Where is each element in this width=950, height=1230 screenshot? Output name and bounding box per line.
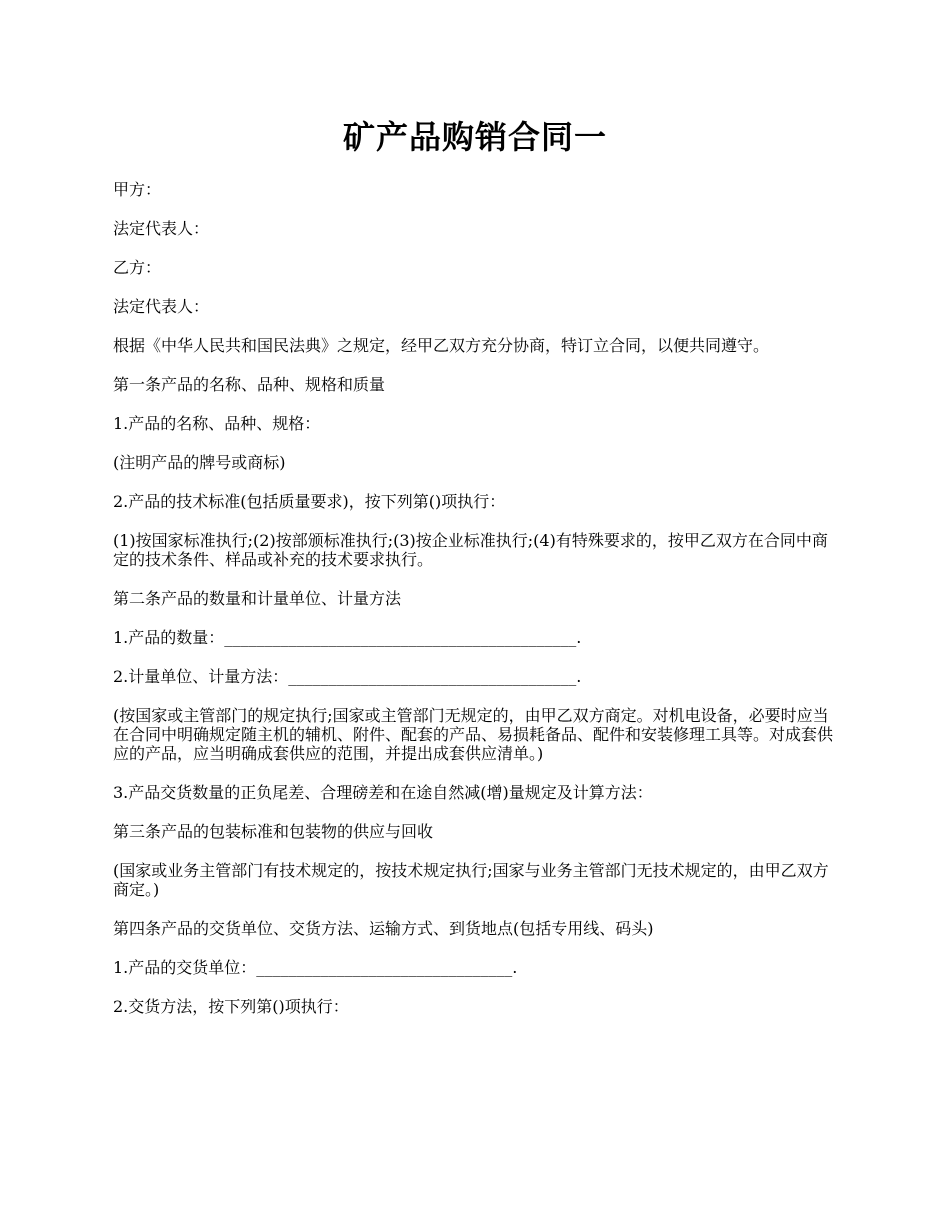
article-1-item-1: 1.产品的名称、品种、规格： — [113, 414, 321, 433]
article-4-item-1: 1.产品的交货单位：________________________________. — [113, 958, 518, 977]
article-1-item-2: 2.产品的技术标准(包括质量要求)，按下列第()项执行： — [113, 492, 506, 511]
party-b-representative-line: 法定代表人： — [113, 297, 210, 316]
article-2-note: (按国家或主管部门的规定执行;国家或主管部门无规定的，由甲乙双方商定。对机电设备，必要时应当在合同中明确规定随主机的辅机、附件、配套的产品、易损耗备品、配件和安装修理工具等。对成套供应的产品，应当明确成套供应的范围，并提出成套供应清单。) — [113, 706, 834, 763]
document-title: 矿产品购销合同一 — [342, 118, 607, 156]
party-a-line: 甲方： — [113, 180, 162, 199]
party-a-representative-line: 法定代表人： — [113, 219, 210, 238]
preamble-paragraph: 根据《中华人民共和国民法典》之规定，经甲乙双方充分协商，特订立合同，以便共同遵守。 — [113, 336, 770, 355]
article-2-item-3: 3.产品交货数量的正负尾差、合理磅差和在途自然减(增)量规定及计算方法： — [113, 783, 653, 802]
article-3-heading: 第三条产品的包装标准和包装物的供应与回收 — [113, 822, 434, 841]
article-2-item-1: 1.产品的数量：____________________________________________. — [113, 628, 582, 647]
article-1-note: (注明产品的牌号或商标) — [113, 453, 286, 472]
article-1-heading: 第一条产品的名称、品种、规格和质量 — [113, 375, 386, 394]
article-2-item-2: 2.计量单位、计量方法：____________________________________. — [113, 667, 582, 686]
article-2-heading: 第二条产品的数量和计量单位、计量方法 — [113, 589, 402, 608]
document-body — [113, 180, 843, 1036]
article-3-note: (国家或业务主管部门有技术规定的，按技术规定执行;国家与业务主管部门无技术规定的，由甲乙双方商定。) — [113, 861, 829, 899]
article-1-standards-options: (1)按国家标准执行;(2)按部颁标准执行;(3)按企业标准执行;(4)有特殊要求的，按甲乙双方在合同中商定的技术条件、样品或补充的技术要求执行。 — [113, 531, 828, 569]
article-4-heading: 第四条产品的交货单位、交货方法、运输方式、到货地点(包括专用线、码头) — [113, 919, 654, 938]
article-4-item-2: 2.交货方法，按下列第()项执行： — [113, 997, 349, 1016]
party-b-line: 乙方： — [113, 258, 162, 277]
